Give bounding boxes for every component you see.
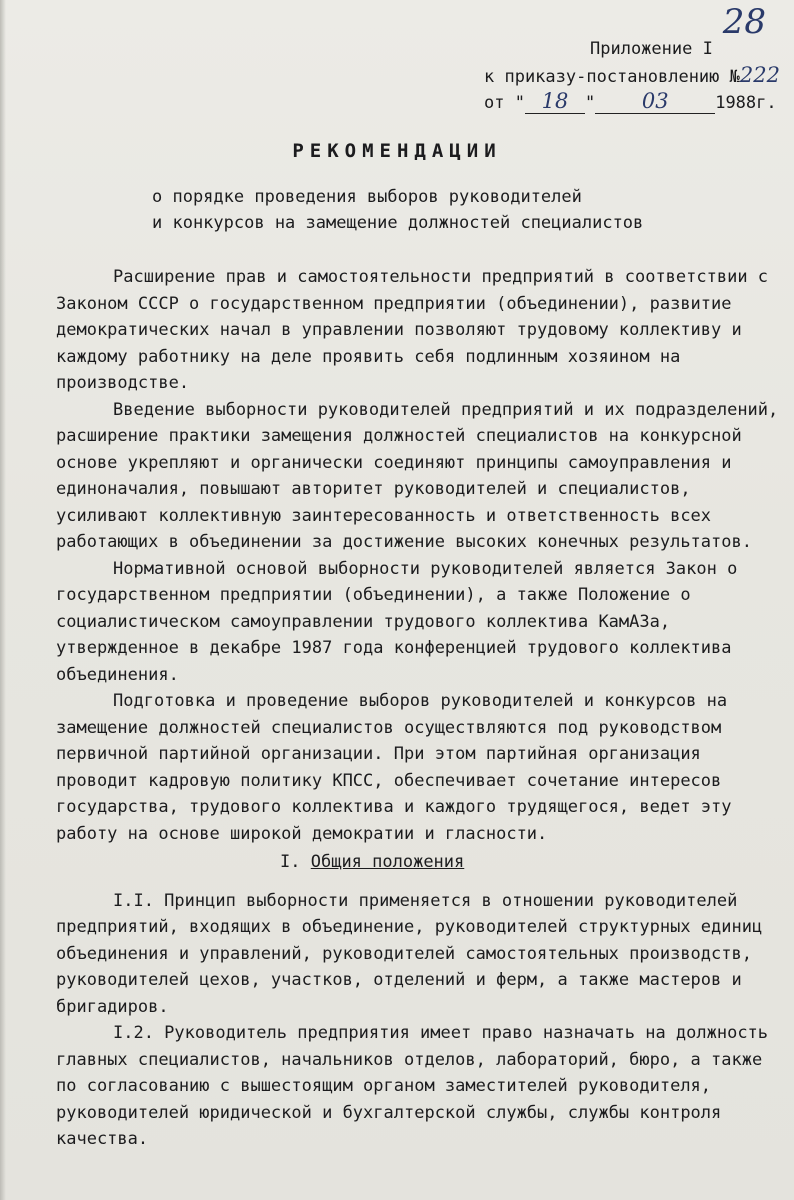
handwritten-page-number: 28 bbox=[722, 2, 766, 42]
date-year: 1988г. bbox=[715, 93, 777, 113]
clause: I.2. Руководитель предприятия имеет право назначать на должность главных специалистов, начальников отделов, лабораторий, бюро, а также по согласованию с вышестоящим органом заместителей руководителя, руководителей юридической и бухгалтерской службы, службы контроля качества. bbox=[56, 1023, 769, 1149]
date-month-blank bbox=[595, 91, 715, 114]
annex-line-1: Приложение I bbox=[590, 39, 713, 59]
document-subtitle bbox=[152, 184, 643, 236]
annex-header bbox=[484, 36, 780, 116]
order-number: 222 bbox=[739, 63, 780, 87]
section-title: Общия положения bbox=[310, 852, 465, 872]
annex-line-2: к приказу-постановлению №222 bbox=[484, 63, 780, 87]
section-number: I. bbox=[280, 852, 301, 872]
annex-date-line: от " 18 " 03 1988г. bbox=[484, 89, 777, 113]
paragraph: Расширение прав и самостоятельности предприятий в соответствии с Законом СССР о государственном предприятии (объединении), развитие демократических начал в управлении позволяют трудовому коллективу и каждому работнику на деле проявить себя подлинным хозяином на производстве. bbox=[56, 267, 769, 393]
document-title: РЕКОМЕНДАЦИИ bbox=[292, 140, 502, 162]
subtitle-line-2: и конкурсов на замещение должностей специалистов bbox=[152, 213, 644, 233]
section-heading bbox=[56, 849, 784, 876]
subtitle-line-1: о порядке проведения выборов руководителей bbox=[152, 187, 582, 207]
date-day: 18 bbox=[541, 89, 569, 113]
date-month: 03 bbox=[641, 89, 669, 113]
date-day-blank bbox=[525, 91, 585, 114]
document-body bbox=[56, 264, 784, 1153]
paragraph: Введение выборности руководителей предприятий и их подразделений, расширение практики замещения должностей специалистов на конкурсной основе укрепляют и органически соединяют принципы самоуправления и единоначалия, повышают авторитет руководителей и специалистов, усиливают коллективную заинтересованность и ответственность всех работающих в объединении за достижение высоких конечных результатов. bbox=[56, 399, 779, 552]
page-edge-shadow bbox=[0, 0, 6, 1200]
clause: I.I. Принцип выборности применяется в отношении руководителей предприятий, входящих в объединение, руководителей структурных единиц объединения и управлений, руководителей самостоятельных производств, руководителей цехов, участков, отделений и ферм, а также мастеров и бригадиров. bbox=[56, 890, 763, 1017]
paragraph: Нормативной основой выборности руководителей является Закон о государственном предприятии (объединении), а также Положение о социалистическом самоуправлении трудового коллектива КамАЗа, утвержденное в декабре 1987 года конференцией трудового коллектива объединения. bbox=[56, 558, 738, 685]
paragraph: Подготовка и проведение выборов руководителей и конкурсов на замещение должностей специалистов осуществляются под руководством первичной партийной организации. При этом партийная организация проводит кадровую политику КПСС, обеспечивает сочетание интересов государства, трудового коллектива и каждого трудящегося, ведет эту работу на основе широкой демократии и гласности. bbox=[56, 691, 732, 844]
